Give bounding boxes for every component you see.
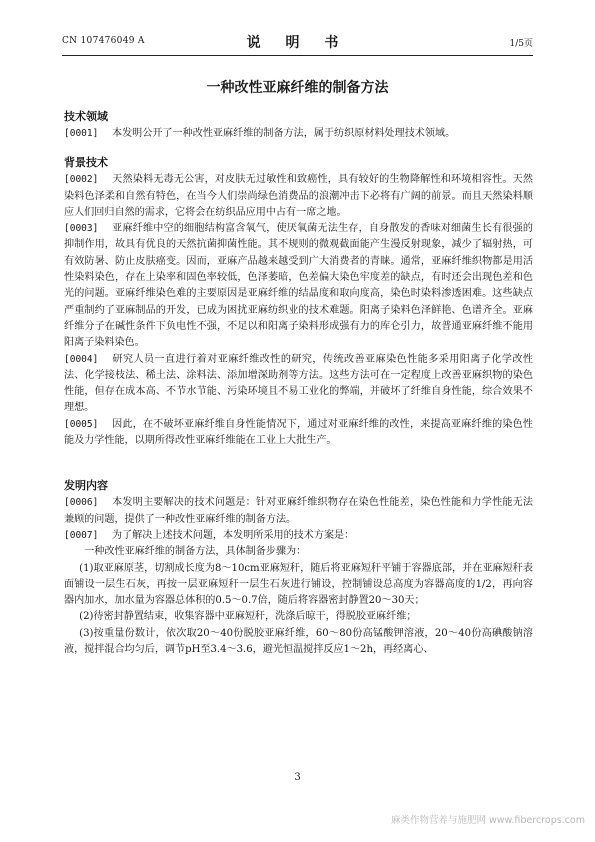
method-step-3: (3)按重量份数计，依次取20～40份脱胶亚麻纤维，60～80份高锰酸钾溶液，20～40份高碘酸钠溶液，搅拌混合均匀后，调节pH至3.4～3.6，避光恒温搅拌反应1～2h，再经离心、 [64,627,533,656]
header-divider [62,55,533,56]
watermark: 麻类作物营养与施肥网 www.fibercrops.com [390,815,585,826]
paragraph-text: 天然染料无毒无公害，对皮肤无过敏性和致癌性，具有较好的生物降解性和环境相容性。天然染料色泽柔和自然有特色，在当今人们崇尚绿色消费品的浪潮冲击下必将有广阔的前景。而且天然染料顺应人们回归自然的需求，它将会在纺织品应用中占有一席之地。 [64,174,533,218]
paragraph-0004 [64,352,533,417]
paragraph-number: [0002] [64,174,99,186]
section-heading-invention: 发明内容 [64,479,108,493]
paragraph-0001 [64,126,533,142]
paragraph-text: 研究人员一直进行着对亚麻纤维改性的研究，传统改善亚麻染色性能多采用阳离子化学改性法、化学接枝法、稀土法、涂料法、添加增深助剂等方法。这些方法可在一定程度上改善亚麻织物的染色性能，但存在成本高、不节水节能、污染环境且不易工业化的弊端，并破坏了纤维自身性能，综合效果不理想。 [64,353,533,414]
method-step-2: (2)待密封静置结束，收集容器中亚麻短秆，洗涤后晾干，得脱胶亚麻纤维； [79,611,417,623]
paragraph-number: [0005] [64,418,99,430]
document-title: 一种改性亚麻纤维的制备方法 [206,80,389,96]
paragraph-number: [0001] [64,128,99,139]
paragraph-number: [0003] [64,223,99,235]
paragraph-text: 为了解决上述技术问题，本发明所采用的技术方案是： [112,529,355,541]
paragraph-text: 亚麻纤维中空的细胞结构富含氧气，使厌氧菌无法生存，自身散发的香味对细菌生长有很强的抑制作用，故具有优良的天然抗菌抑菌性能。其不规则的微观截面能产生漫反射现象，减少了辐射热，可有效防暑、防止皮肤癌变。因而，亚麻产品越来越受到广大消费者的青睐。通常，亚麻纤维织物都是用活性染料染色，存在上染率和固色率较低，色泽萎暗，色差偏大染色牢度差的缺点，有时还会出现色差和色光的问题。亚麻纤维染色难的主要原因是亚麻纤维的结晶度和取向度高，染色时染料渗透困难。这些缺点严重制约了亚麻制品的开发，已成为困扰亚麻纺织业的技术难题。阳离子染料色泽鲜艳、色谱齐全。亚麻纤维分子在碱性条件下负电性不强，不足以和阳离子染料形成强有力的库仑引力，故普通亚麻纤维不能用阳离子染料染色。 [64,223,533,349]
document-body [64,108,533,658]
doc-type-label: 说 明 书 [246,35,349,51]
paragraph-0007 [64,528,533,544]
paragraph-number: [0007] [64,529,99,541]
doc-number: CN 107476049 A [62,36,145,46]
paragraph-text: 本发明公开了一种改性亚麻纤维的制备方法，属于纺织原材料处理技术领域。 [112,128,456,139]
paragraph-text: 本发明主要解决的技术问题是：针对亚麻纤维织物存在染色性能差，染色性能和力学性能无法兼顾的问题，提供了一种改性亚麻纤维的制备方法。 [64,497,533,525]
paragraph-0002 [64,172,533,221]
page-number: 3 [294,772,301,783]
method-step-1: (1)取亚麻原茎，切割成长度为8～10cm亚麻短秆，随后将亚麻短秆平铺于容器底部，并在亚麻短秆表面铺设一层生石灰，再按一层亚麻短秆一层生石灰进行铺设，控制铺设总高度为容器高度的1/2，再向容器内加水，加水量为容器总体积的0.5～0.7倍，随后将容器密封静置20～30天； [64,562,533,607]
paragraph-0006 [64,495,533,528]
paragraph-number: [0004] [64,353,99,365]
paragraph-0003 [64,221,533,351]
section-heading-tech-field: 技术领域 [64,110,108,123]
page-indicator: 1/5页 [509,39,533,49]
paragraph-text: 因此，在不破坏亚麻纤维自身性能情况下，通过对亚麻纤维的改性，来提高亚麻纤维的染色性能及力学性能，以期所得改性亚麻纤维能在工业上大批生产。 [64,418,533,447]
paragraph-0005 [64,417,533,450]
page-header [62,32,533,52]
section-heading-background: 背景技术 [64,156,108,170]
method-intro: 一种改性亚麻纤维的制备方法，具体制备步骤为： [84,546,307,558]
paragraph-number: [0006] [64,497,99,509]
